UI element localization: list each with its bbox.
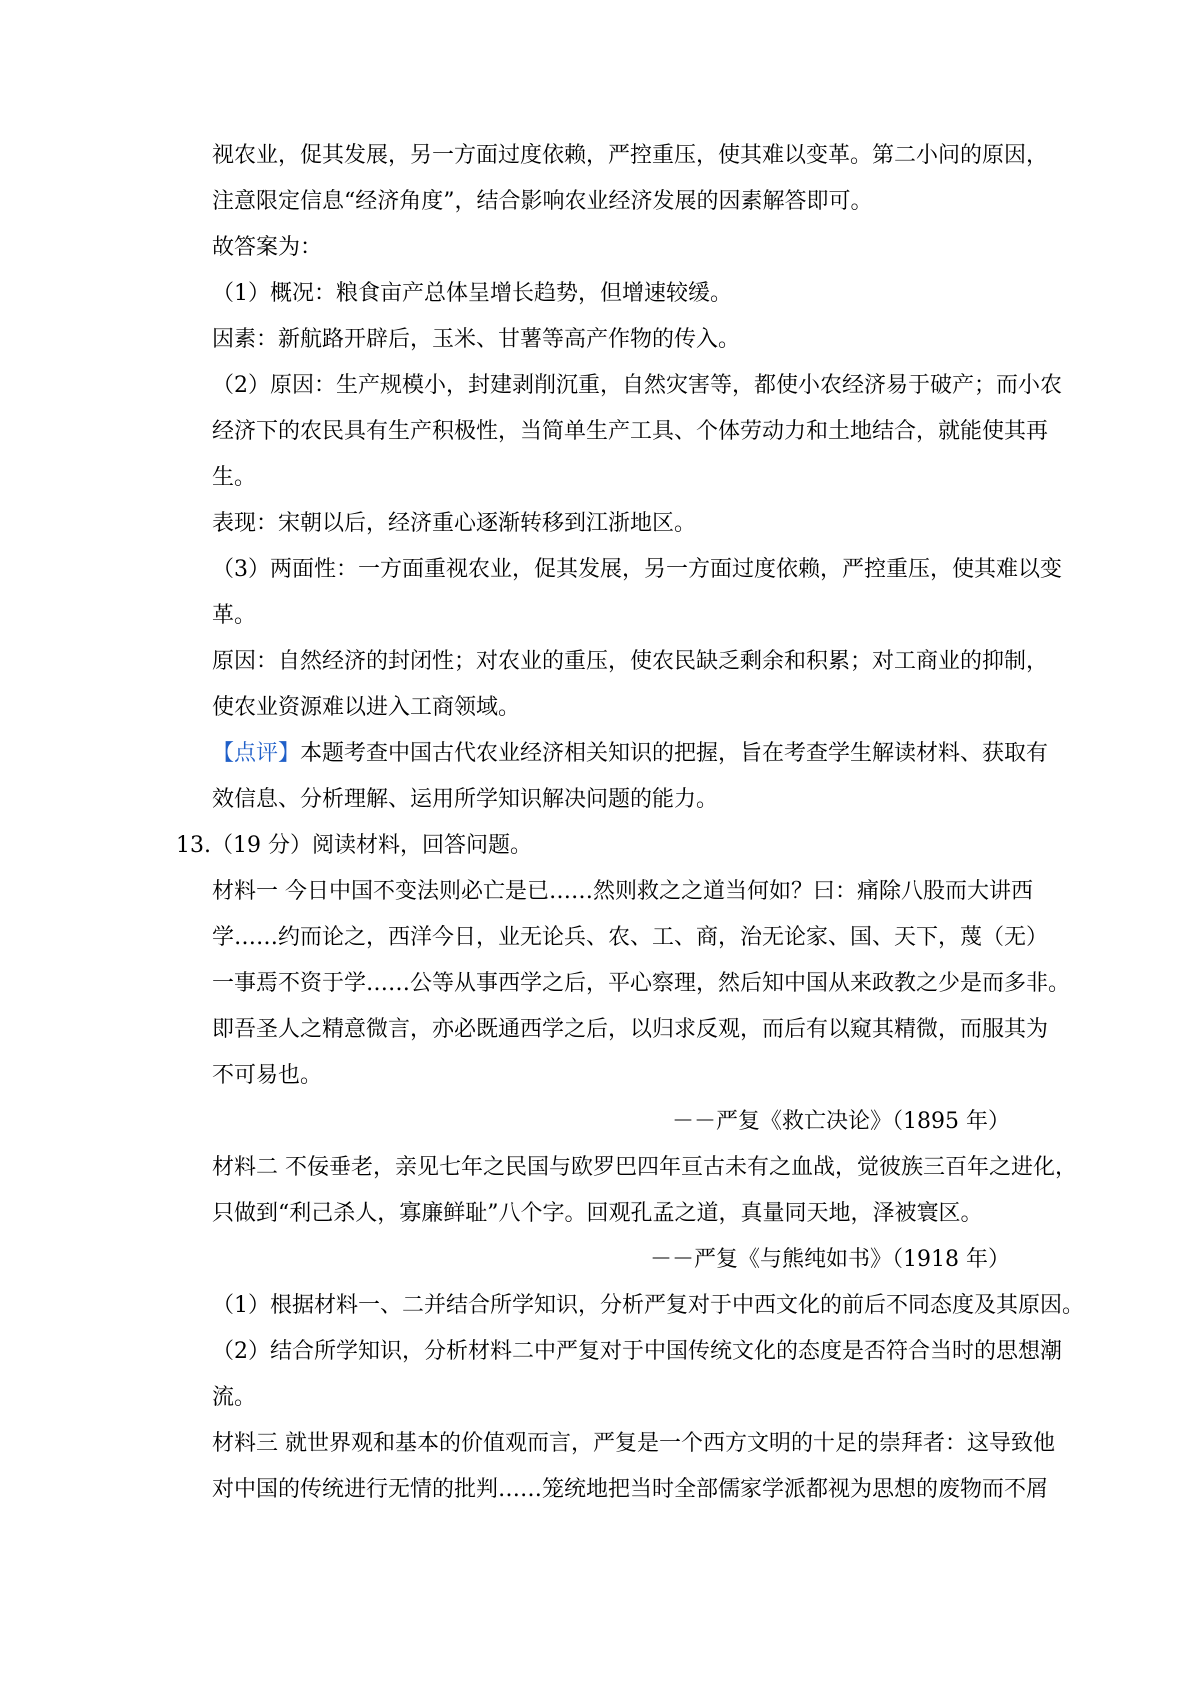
material-1-source: －－严复《救亡决论》（1895 年）: [672, 1109, 1010, 1134]
answer-text-line: 因素：新航路开辟后，玉米、甘薯等高产作物的传入。: [212, 327, 741, 352]
answer-text-line: 注意限定信息“经济角度”，结合影响农业经济发展的因素解答即可。: [212, 189, 873, 214]
answer-text-line: 表现：宋朝以后，经济重心逐渐转移到江浙地区。: [212, 511, 697, 536]
material-2-source: －－严复《与熊纯如书》（1918 年）: [650, 1247, 1010, 1272]
answer-text-line: 视农业，促其发展，另一方面过度依赖，严控重压，使其难以变革。第二小问的原因，: [212, 143, 1049, 168]
answer-text-line: 经济下的农民具有生产积极性，当简单生产工具、个体劳动力和土地结合，就能使其再: [212, 419, 1049, 444]
comment-text: 本题考查中国古代农业经济相关知识的把握，旨在考查学生解读材料、获取有: [300, 741, 1049, 766]
answer-text-line: 原因：自然经济的封闭性；对农业的重压，使农民缺乏剩余和积累；对工商业的抑制，: [212, 649, 1049, 674]
material-1-line: 不可易也。: [212, 1063, 323, 1088]
answer-text-line: （2）原因：生产规模小，封建剥削沉重，自然灾害等，都使小农经济易于破产；而小农: [212, 373, 1062, 398]
answer-text-line: （3）两面性：一方面重视农业，促其发展，另一方面过度依赖，严控重压，使其难以变: [212, 557, 1062, 582]
comment-text-line: 效信息、分析理解、运用所学知识解决问题的能力。: [212, 787, 719, 812]
material-1-line: 一事焉不资于学……公等从事西学之后，平心察理，然后知中国从来政教之少是而多非。: [212, 971, 1071, 996]
answer-label: 故答案为：: [212, 235, 323, 260]
sub-question-2: （2）结合所学知识，分析材料二中严复对于中国传统文化的态度是否符合当时的思想潮: [212, 1339, 1062, 1364]
sub-question-2: 流。: [212, 1385, 257, 1410]
question-13-header: 13.（19 分）阅读材料，回答问题。: [176, 833, 532, 858]
material-2-line: 材料二 不佞垂老，亲见七年之民国与欧罗巴四年亘古未有之血战，觉彼族三百年之进化，: [212, 1155, 1077, 1180]
answer-text-line: （1）概况：粮食亩产总体呈增长趋势，但增速较缓。: [212, 281, 732, 306]
answer-text-line: 使农业资源难以进入工商领域。: [212, 695, 521, 720]
material-1-line: 即吾圣人之精意微言，亦必既通西学之后，以归求反观，而后有以窥其精微，而服其为: [212, 1017, 1049, 1042]
material-1-line: 学……约而论之，西洋今日，业无论兵、农、工、商，治无论家、国、天下，蔑（无）: [212, 925, 1049, 950]
comment-paragraph: [212, 739, 1048, 769]
material-2-line: 只做到“利己杀人，寡廉鲜耻”八个字。回观孔孟之道，真量同天地，泽被寰区。: [212, 1201, 983, 1226]
answer-text-line: 革。: [212, 603, 257, 628]
comment-tag: 【点评】: [212, 741, 301, 766]
material-3-line: 对中国的传统进行无情的批判……笼统地把当时全部儒家学派都视为思想的废物而不屑: [212, 1477, 1049, 1502]
material-3-line: 材料三 就世界观和基本的价值观而言，严复是一个西方文明的十足的崇拜者：这导致他: [212, 1431, 1055, 1456]
answer-text-line: 生。: [212, 465, 257, 490]
sub-question-1: （1）根据材料一、二并结合所学知识，分析严复对于中西文化的前后不同态度及其原因。: [212, 1293, 1085, 1318]
material-1-line: 材料一 今日中国不变法则必亡是已……然则救之之道当何如？曰：痛除八股而大讲西: [212, 879, 1033, 904]
